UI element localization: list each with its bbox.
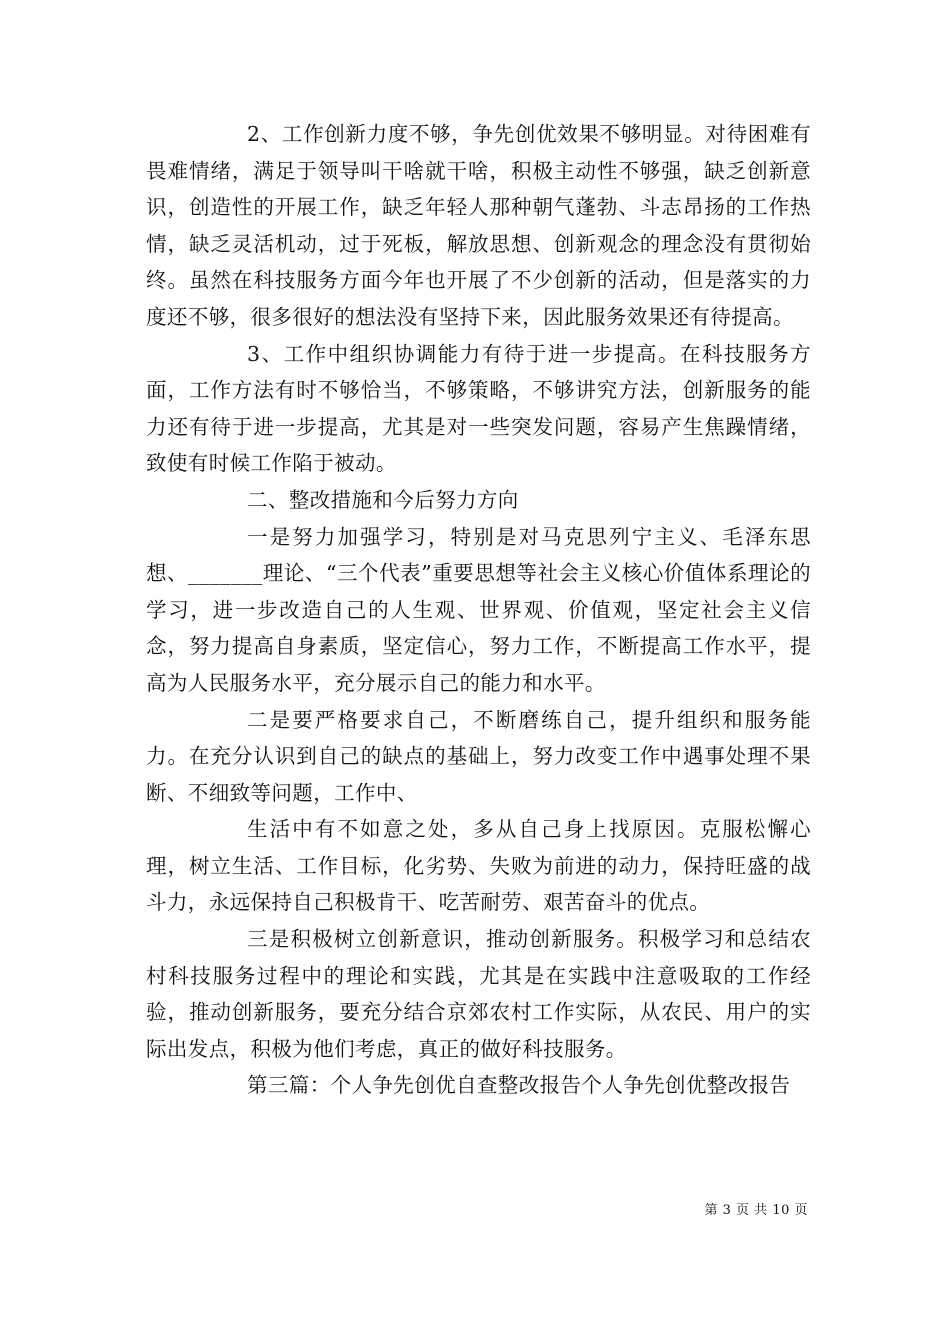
paragraph-life-attitude: 生活中有不如意之处，多从自己身上找原因。克服松懈心理，树立生活、工作目标，化劣势、失败为前进的动力，保持旺盛的战斗力，永远保持自己积极肯干、吃苦耐劳、艰苦奋斗的优点。	[146, 817, 811, 915]
paragraph-strengthen-study: 一是努力加强学习，特别是对马克思列宁主义、毛泽东思想、_______理论、“三个代表”重要思想等社会主义核心价值体系理论的学习，进一步改造自己的人生观、世界观、价值观，坚定社会主义信念，努力提高自身素质，坚定信心，努力工作，不断提高工作水平，提高为人民服务水平，充分展示自己的能力和水平。	[146, 524, 811, 695]
paragraph-third-article-title: 第三篇：个人争先创优自查整改报告个人争先创优整改报告	[247, 1073, 791, 1098]
paragraph-strict-requirements: 二是要严格要求自己，不断磨练自己，提升组织和服务能力。在充分认识到自己的缺点的基础上，努力改变工作中遇事处理不果断、不细致等问题，工作中、	[146, 707, 811, 805]
paragraph-innovation-weakness: 2、工作创新力度不够，争先创优效果不够明显。对待困难有畏难情绪，满足于领导叫干啥就干啥，积极主动性不够强，缺乏创新意识，创造性的开展工作，缺乏年轻人那种朝气蓬勃、斗志昂扬的工作热情，缺乏灵活机动，过于死板，解放思想、创新观念的理念没有贯彻始终。虽然在科技服务方面今年也开展了不少创新的活动，但是落实的力度还不够，很多很好的想法没有坚持下来，因此服务效果还有待提高。	[146, 122, 811, 329]
document-body	[146, 116, 811, 1104]
section-heading-rectification: 二、整改措施和今后努力方向	[247, 487, 519, 512]
paragraph-innovation-service: 三是积极树立创新意识，推动创新服务。积极学习和总结农村科技服务过程中的理论和实践，尤其是在实践中注意吸取的工作经验，推动创新服务，要充分结合京郊农村工作实际，从农民、用户的实际出发点，积极为他们考虑，真正的做好科技服务。	[146, 927, 811, 1061]
paragraph-coordination-ability: 3、工作中组织协调能力有待于进一步提高。在科技服务方面，工作方法有时不够恰当，不够策略，不够讲究方法，创新服务的能力还有待于进一步提高，尤其是对一些突发问题，容易产生焦躁情绪，致使有时候工作陷于被动。	[146, 341, 811, 476]
page-number-footer: 第 3 页 共 10 页	[704, 1203, 808, 1218]
